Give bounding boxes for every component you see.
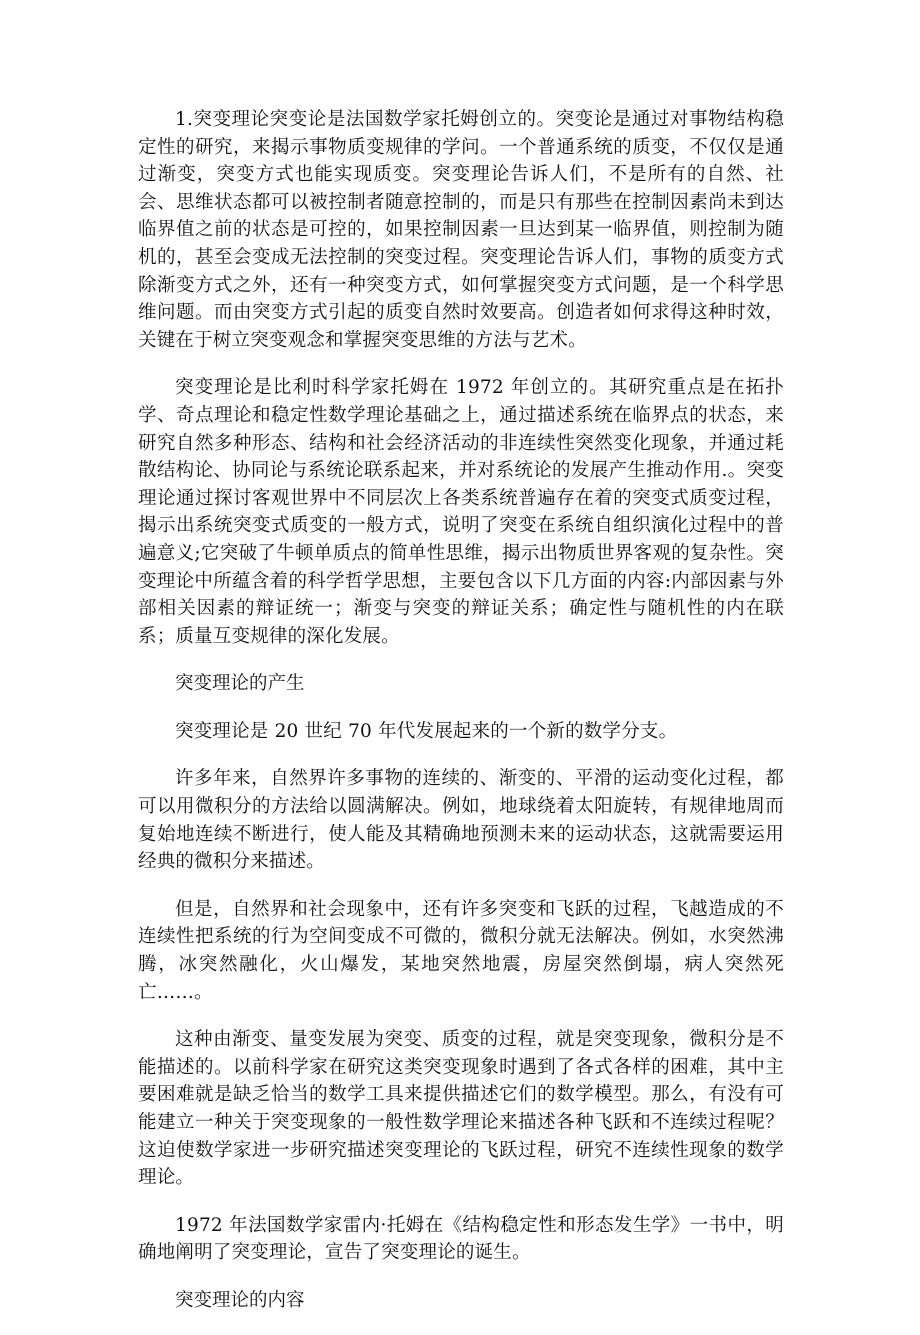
- paragraph-thom-theory: 突变理论是比利时科学家托姆在 1972 年创立的。其研究重点是在拓扑学、奇点理论和稳定性数学理论基础之上，通过描述系统在临界点的状态，来研究自然多种形态、结构和社会经济活动的非连续性突然变化现象，并通过耗散结构论、协同论与系统论联系起来，并对系统论的发展产生推动作用.。突变理论通过探讨客观世界中不同层次上各类系统普遍存在着的突变式质变过程，揭示出系统突变式质变的一般方式，说明了突变在系统自组织演化过程中的普遍意义;它突破了牛顿单质点的简单性思维，揭示出物质世界客观的复杂性。突变理论中所蕴含着的科学哲学思想，主要包含以下几方面的内容:内部因素与外部相关因素的辩证统一；渐变与突变的辩证关系；确定性与随机性的内在联系；质量互变规律的深化发展。: [138, 377, 784, 647]
- paragraph-calculus: 许多年来，自然界许多事物的连续的、渐变的、平滑的运动变化过程，都可以用微积分的方法给以圆满解决。例如，地球绕着太阳旋转，有规律地周而复始地连续不断进行，使人能及其精确地预测未来的运动状态，这就需要运用经典的微积分来描述。: [138, 768, 784, 873]
- document-page: [138, 106, 784, 1335]
- paragraph-intro: 1.突变理论突变论是法国数学家托姆创立的。突变论是通过对事物结构稳定性的研究，来揭示事物质变规律的学问。一个普通系统的质变，不仅仅是通过渐变，突变方式也能实现质变。突变理论告诉人们，不是所有的自然、社会、思维状态都可以被控制者随意控制的，而是只有那些在控制因素尚未到达临界值之前的状态是可控的，如果控制因素一旦达到某一临界值，则控制为随机的，甚至会变成无法控制的突变过程。突变理论告诉人们，事物的质变方式除渐变方式之外，还有一种突变方式，如何掌握突变方式问题，是一个科学思维问题。而由突变方式引起的质变自然时效要高。创造者如何求得这种时效，关键在于树立突变观念和掌握突变思维的方法与艺术。: [138, 109, 784, 351]
- paragraph-new-branch: 突变理论是 20 世纪 70 年代发展起来的一个新的数学分支。: [175, 720, 678, 742]
- paragraph-1972: 1972 年法国数学家雷内·托姆在《结构稳定性和形态发生学》一书中，明确地阐明了突变理论，宣告了突变理论的诞生。: [138, 1214, 784, 1264]
- paragraph-catastrophe-phenomenon: 这种由渐变、量变发展为突变、质变的过程，就是突变现象，微积分是不能描述的。以前科学家在研究这类突变现象时遇到了各式各样的困难，其中主要困难就是缺乏恰当的数学工具来提供描述它们的数学模型。那么，有没有可能建立一种关于突变现象的一般性数学理论来描述各种飞跃和不连续过程呢？这迫使数学家进一步研究描述突变理论的飞跃过程，研究不连续性现象的数学理论。: [138, 1029, 784, 1189]
- section-heading-content: 突变理论的内容: [175, 1289, 305, 1311]
- paragraph-discontinuity: 但是，自然界和社会现象中，还有许多突变和飞跃的过程，飞越造成的不连续性把系统的行为空间变成不可微的，微积分就无法解决。例如，水突然沸腾，冰突然融化，火山爆发，某地突然地震，房屋突然倒塌，病人突然死亡……。: [138, 898, 784, 1003]
- section-heading-origin: 突变理论的产生: [175, 673, 305, 695]
